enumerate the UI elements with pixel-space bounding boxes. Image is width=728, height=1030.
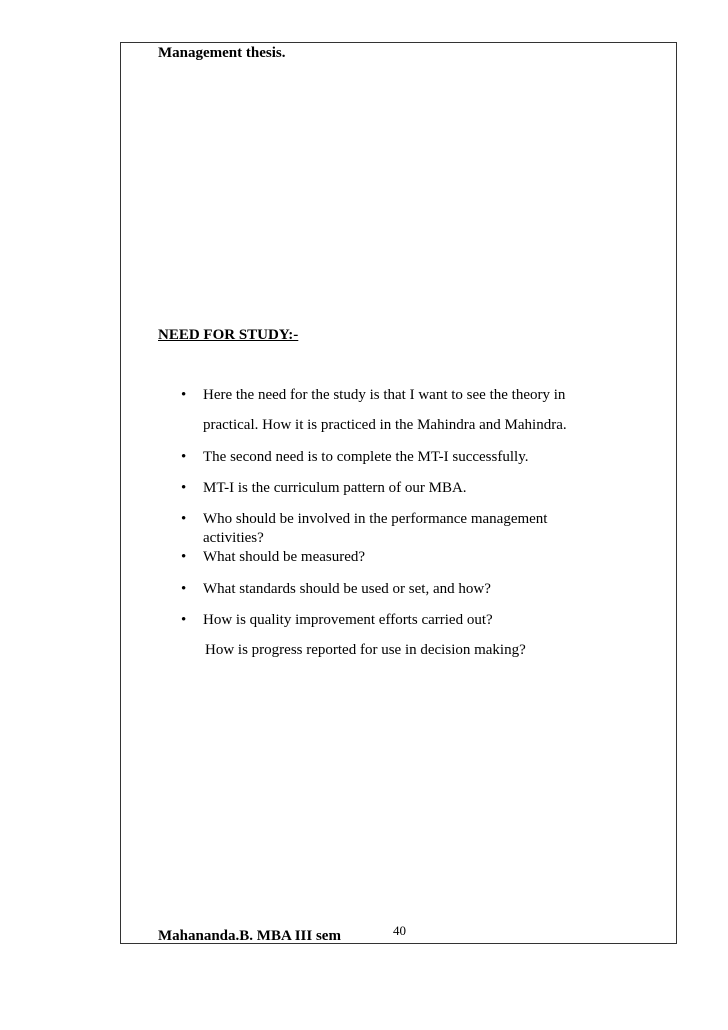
bullet-icon: • <box>181 449 187 465</box>
page-number: 40 <box>393 923 406 938</box>
bullet-text-continued: activities? <box>203 530 264 546</box>
bullet-icon: • <box>181 612 187 628</box>
bullet-text: The second need is to complete the MT-I successfully. <box>203 449 529 465</box>
bullet-text: MT-I is the curriculum pattern of our MBA. <box>203 480 467 496</box>
bullet-icon: • <box>181 549 187 565</box>
section-heading-need-for-study: NEED FOR STUDY:- <box>158 327 299 343</box>
bullet-icon: • <box>181 387 187 403</box>
body-text-progress-reporting: How is progress reported for use in decision making? <box>205 642 526 658</box>
bullet-icon: • <box>181 581 187 597</box>
bullet-text-continued: practical. How it is practiced in the Mahindra and Mahindra. <box>203 417 567 433</box>
bullet-icon: • <box>181 480 187 496</box>
bullet-text: Who should be involved in the performance management <box>203 511 548 527</box>
bullet-text: What should be measured? <box>203 549 366 565</box>
bullet-text: How is quality improvement efforts carried out? <box>203 612 493 628</box>
bullet-text: What standards should be used or set, and how? <box>203 581 491 597</box>
bullet-text: Here the need for the study is that I want to see the theory in <box>203 387 566 403</box>
bullet-icon: • <box>181 511 187 527</box>
page-header-title: Management thesis. <box>158 45 286 61</box>
footer-author: Mahananda.B. MBA III sem <box>158 928 341 944</box>
